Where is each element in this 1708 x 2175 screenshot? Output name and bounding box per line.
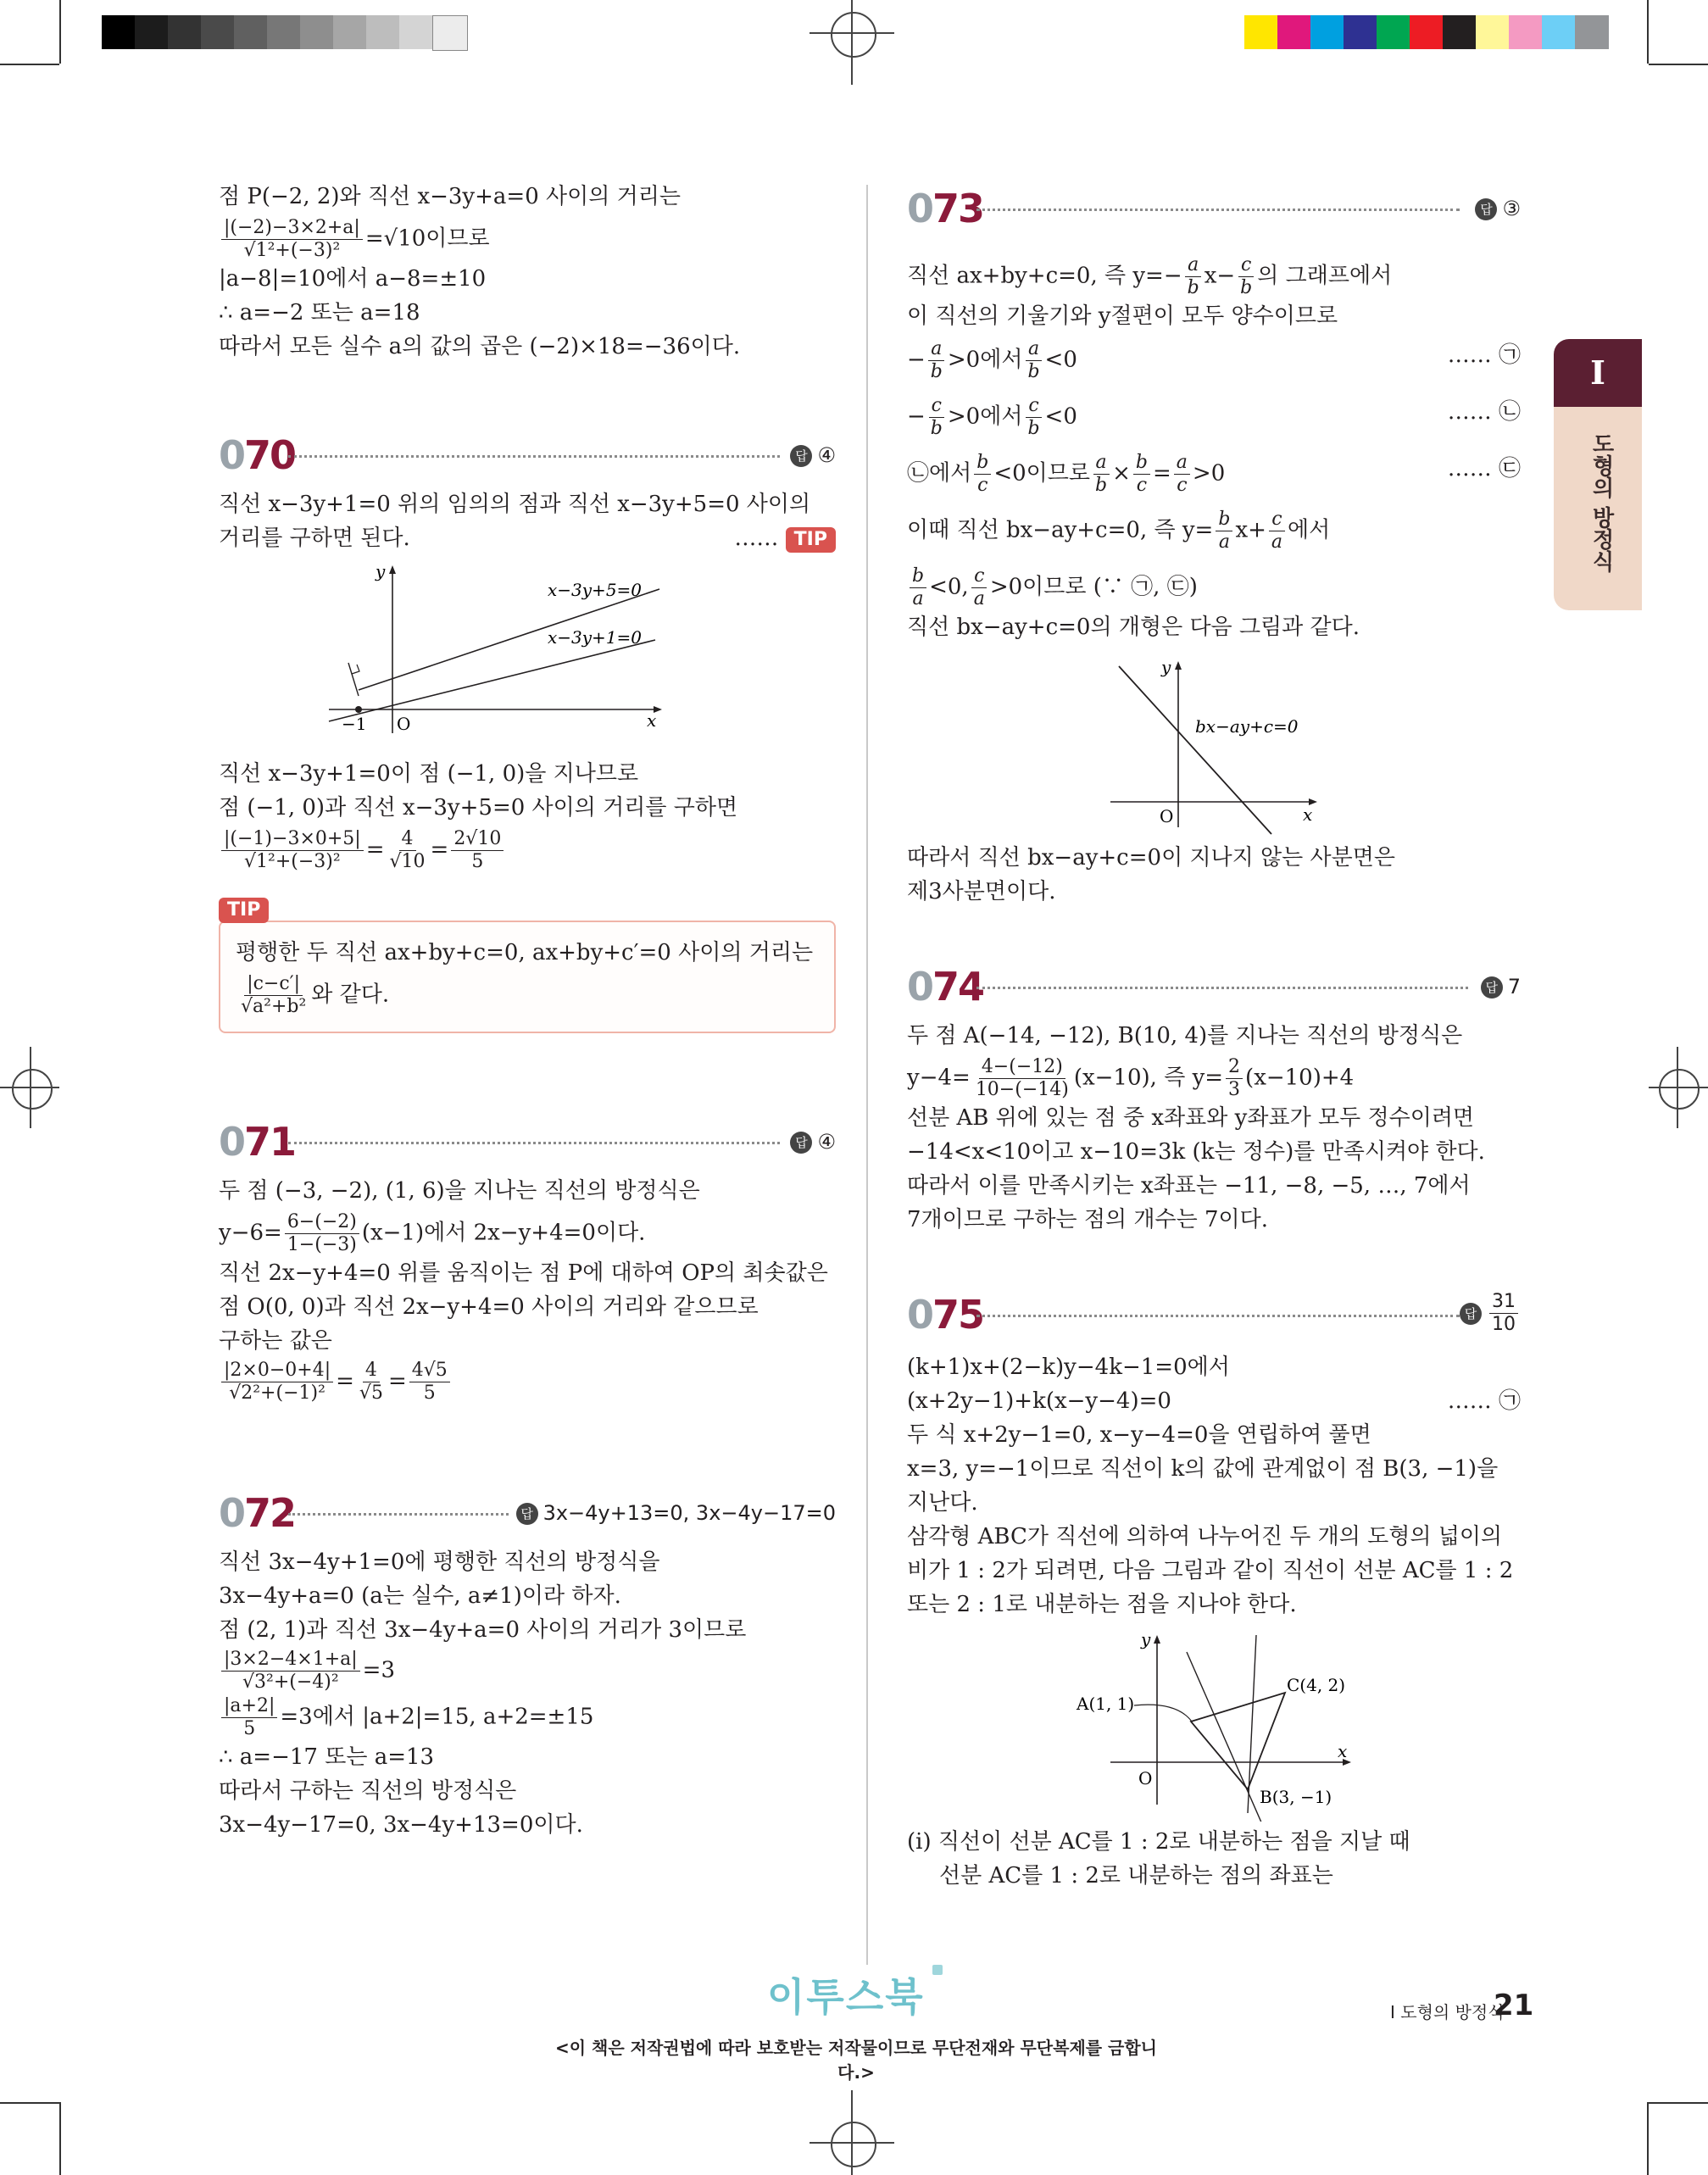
origin-label: O: [1160, 806, 1174, 826]
text-line: 두 식 x+2y−1=0, x−y−4=0을 연립하여 풀면: [907, 1422, 1371, 1448]
text-line: 또는 2 : 1로 내분하는 점을 지나야 한다.: [907, 1592, 1297, 1617]
equation-mark: …… ㉠: [1447, 342, 1521, 368]
problem-number: 074: [907, 964, 984, 1010]
graph-070: [219, 564, 836, 750]
text-line: 직선 x−3y+1=0이 점 (−1, 0)을 지나므로: [219, 761, 639, 787]
crop-mark: [0, 2102, 59, 2104]
page-number: 21: [1494, 1989, 1534, 2022]
leader-dots: [288, 455, 780, 458]
fraction: $\frac{c}{a}$: [1269, 509, 1285, 553]
color-swatch: [1344, 15, 1377, 49]
text-line: 점 (−1, 0)과 직선 x−3y+5=0 사이의 거리를 구하면: [219, 795, 738, 820]
x-axis-label: x: [647, 710, 657, 731]
problem-number: 073: [907, 186, 984, 231]
text-line: ∴ a=−17 또는 a=13: [219, 1744, 435, 1770]
text-line: 선분 AC를 1 : 2로 내분하는 점의 좌표는: [939, 1863, 1333, 1889]
point-a-label: A(1, 1): [1077, 1694, 1135, 1714]
formula-line: $\frac{|3\times 2-4\times 1+a|}{\text{√3²+(−4)²}}$ =3: [219, 1649, 836, 1694]
color-swatch: [1310, 15, 1344, 49]
fraction: $\frac{b}{a}$: [910, 565, 926, 610]
formula-line: − $\frac{c}{b}$ >0에서 $\frac{c}{b}$ <0 …… ㉡: [907, 395, 1521, 439]
point-b-label: B(3, −1): [1260, 1787, 1332, 1807]
text-line: 3x−4y+a=0 (a는 실수, a≠1)이라 하자.: [219, 1583, 621, 1609]
color-swatch: [366, 15, 400, 49]
text-line: −14<x<10이고 x−10=3k (k는 정수)를 만족시켜야 한다.: [907, 1139, 1485, 1165]
registration-mark: [1649, 1087, 1708, 1088]
tip-dots: ……: [734, 526, 779, 551]
origin-label: O: [1138, 1768, 1153, 1788]
equation-mark: …… ㉢: [1447, 456, 1521, 481]
color-swatch: [300, 15, 334, 49]
fraction: $\frac{a}{b}$: [928, 338, 945, 383]
point-label: −1: [342, 714, 367, 734]
answer: 답 $\frac{31}{10}$: [1460, 1291, 1521, 1336]
registration-mark: [851, 0, 853, 85]
point-c-label: C(4, 2): [1287, 1675, 1346, 1695]
leader-dots: [288, 1513, 509, 1516]
color-swatch: [1410, 15, 1444, 49]
formula-line: $\frac{|a+2|}{5}$ =3에서 |a+2|=15, a+2=±15: [219, 1695, 836, 1740]
leader-dots: [976, 1315, 1460, 1317]
formula-line: 직선 ax+by+c=0, 즉 y=− $\frac{a}{b}$ x− $\frac{c}{b}$ 의 그래프에서: [907, 254, 1393, 298]
text-line: 따라서 모든 실수 a의 값의 곱은 (−2)×18=−36이다.: [219, 334, 741, 359]
fraction: $\frac{|c-c'|}{\text{√a²+b²}}$: [241, 973, 307, 1017]
color-swatch: [1542, 15, 1576, 49]
text-line: 삼각형 ABC가 직선에 의하여 나누어진 두 개의 도형의 넓이의: [907, 1524, 1503, 1549]
text-line: (ⅰ) 직선이 선분 AC를 1 : 2로 내분하는 점을 지날 때: [907, 1829, 1410, 1855]
tip-tag: TIP: [786, 527, 836, 553]
graph-075: [907, 1627, 1521, 1822]
color-swatch: [135, 15, 169, 49]
crop-mark: [59, 2102, 61, 2175]
leader-dots: [288, 1142, 780, 1144]
text-line: (k+1)x+(2−k)y−4k−1=0에서: [907, 1355, 1230, 1380]
problem-header: [219, 1489, 836, 1537]
answer: 답 ③: [1475, 193, 1521, 224]
formula-line: 이때 직선 bx−ay+c=0, 즉 y= $\frac{b}{a}$ x+ $\frac{c}{a}$ 에서: [907, 509, 1331, 553]
fraction: $\frac{2}{3}$: [1226, 1056, 1243, 1101]
fraction: $\frac{|a+2|}{5}$: [221, 1695, 277, 1740]
text-line: 3x−4y−17=0, 3x−4y+13=0이다.: [219, 1812, 583, 1838]
problem-header: [907, 1291, 1521, 1338]
color-swatch: [1476, 15, 1510, 49]
registration-mark: [809, 32, 894, 34]
fraction: $\frac{a}{b}$: [1093, 452, 1110, 497]
formula-line: $\frac{|(-1)-3\times 0+5|}{\text{√1²+(−3)²}}$ = $\frac{4}{√10}$ = $\frac{2√10}{5}$: [219, 828, 836, 873]
color-swatch: [1377, 15, 1410, 49]
registration-mark: [0, 1087, 59, 1088]
line-label: bx−ay+c=0: [1195, 716, 1299, 737]
formula-line: y−6= $\frac{6-(-2)}{1-(-3)}$ (x−1)에서 2x−y+4=0이다.: [219, 1211, 646, 1255]
crop-mark: [1649, 2102, 1708, 2104]
fraction: $\frac{4}{√10}$: [389, 828, 426, 872]
copyright-notice: <이 책은 저작권법에 따라 보호받는 저작물이므로 무단전재와 무단복제를 금합니다.>: [554, 2038, 1158, 2083]
color-swatch: [234, 15, 268, 49]
answer: 답 3x−4y+13=0, 3x−4y−17=0: [516, 1498, 836, 1528]
problem-number: 075: [907, 1292, 984, 1338]
equation-mark: …… ㉠: [1447, 1388, 1521, 1414]
fraction: $\frac{|2\times 0-0+4|}{\text{√2²+(−1)²}}$: [221, 1360, 333, 1405]
tip-tag: TIP: [219, 898, 269, 923]
text-line: x=3, y=−1이므로 직선이 k의 값에 관계없이 점 B(3, −1)을: [907, 1456, 1499, 1482]
text-line: 직선 2x−y+4=0 위를 움직이는 점 P에 대하여 OP의 최솟값은: [219, 1260, 828, 1286]
left-column: [219, 180, 836, 1842]
fraction: $\frac{b}{a}$: [1216, 509, 1232, 553]
fraction: $\frac{c}{a}$: [971, 565, 988, 610]
fraction: $\frac{6-(-2)}{1-(-3)}$: [285, 1211, 359, 1256]
crop-mark: [59, 0, 61, 64]
fraction: $\frac{c}{b}$: [1238, 254, 1255, 299]
answer: 답 7: [1481, 971, 1521, 1002]
text-line: 이 직선의 기울기와 y절편이 모두 양수이므로: [907, 303, 1338, 329]
fraction: $\frac{|(-2)-3\times 2+a|}{\text{√1²+(−3)²}}$: [221, 217, 363, 262]
text-line: 두 점 (−3, −2), (1, 6)을 지나는 직선의 방정식은: [219, 1178, 700, 1204]
section-label: I 도형의 방정식: [1390, 2002, 1505, 2022]
problem-074: [907, 963, 1521, 1237]
color-swatch: [267, 15, 301, 49]
publisher-logo: 이투스북: [767, 1974, 925, 2020]
fraction: $\frac{4}{√5}$: [359, 1360, 383, 1404]
color-swatch: [168, 15, 202, 49]
text-line: 따라서 직선 bx−ay+c=0이 지나지 않는 사분면은: [907, 845, 1396, 871]
problem-071: [219, 1118, 836, 1405]
fraction: $\frac{4-(-12)}{10-(-14)}$: [975, 1056, 1069, 1100]
color-swatch: [1277, 15, 1311, 49]
equation-mark: …… ㉡: [1447, 399, 1521, 425]
color-swatch: [102, 15, 136, 49]
problem-070: [219, 431, 836, 1033]
registration-mark: [1659, 1069, 1700, 1110]
formula-line: $\frac{b}{a}$ <0, $\frac{c}{a}$ >0이므로 (∵ ㉠, ㉢): [907, 565, 1521, 610]
chapter-title: 도형의 방정식: [1588, 432, 1614, 573]
line-label: x−3y+5=0: [548, 580, 643, 600]
color-swatch: [1443, 15, 1477, 49]
registration-mark: [851, 2090, 853, 2175]
registration-mark: [12, 1069, 53, 1110]
text-line: 비가 1 : 2가 되려면, 다음 그림과 같이 직선이 선분 AC를 1 : 2: [907, 1558, 1514, 1583]
text-line: 구하는 값은: [219, 1328, 332, 1354]
chapter-tab: [1554, 339, 1642, 407]
crop-mark: [0, 64, 59, 65]
color-swatch: [432, 15, 468, 51]
text-line: 점 P(−2, 2)와 직선 x−3y+a=0 사이의 거리는: [219, 184, 681, 209]
answer: 답 ④: [790, 1126, 836, 1157]
fraction: $\frac{a}{b}$: [1185, 254, 1202, 299]
formula-line: ㉡에서 $\frac{b}{c}$ <0이므로 $\frac{a}{b}$ × $\frac{b}{c}$ = $\frac{a}{c}$ >0 …… ㉢: [907, 452, 1521, 496]
fraction: $\frac{a}{b}$: [1025, 338, 1042, 383]
text-line: 7개이므로 구하는 점의 개수는 7이다.: [907, 1207, 1269, 1232]
logo-accent-icon: [932, 1965, 943, 1975]
fraction: $\frac{b}{c}$: [1133, 452, 1150, 497]
problem-header: [907, 963, 1521, 1010]
problem-header: [219, 431, 836, 479]
y-axis-label: y: [1161, 657, 1171, 677]
crop-mark: [1647, 2102, 1649, 2175]
text-line: 직선 x−3y+1=0 위의 임의의 점과 직선 x−3y+5=0 사이의: [219, 492, 811, 517]
problem-number: 072: [219, 1490, 296, 1536]
chapter-number: I: [1590, 353, 1605, 392]
registration-mark: [809, 2142, 894, 2144]
formula-line: $\frac{|2\times 0-0+4|}{\text{√2²+(−1)²}}$ = $\frac{4}{√5}$ = $\frac{4√5}{5}$: [219, 1360, 836, 1405]
answer: 답 ④: [790, 440, 836, 470]
x-axis-label: x: [1303, 804, 1313, 825]
x-axis-label: x: [1338, 1741, 1348, 1761]
fraction: $\frac{|(-1)-3\times 0+5|}{\text{√1²+(−3)²}}$: [221, 828, 364, 873]
y-axis-label: y: [1141, 1629, 1151, 1649]
crop-mark: [1649, 64, 1708, 65]
text-line: 점 O(0, 0)과 직선 2x−y+4=0 사이의 거리와 같으므로: [219, 1294, 759, 1320]
registration-mark: [831, 2122, 876, 2167]
text-line: 두 점 A(−14, −12), B(10, 4)를 지나는 직선의 방정식은: [907, 1023, 1463, 1049]
text-line: 직선 bx−ay+c=0의 개형은 다음 그림과 같다.: [907, 615, 1360, 640]
column-divider: [866, 185, 868, 1965]
fraction: $\frac{c}{b}$: [1025, 395, 1042, 440]
registration-mark: [831, 12, 876, 58]
problem-number: 071: [219, 1119, 296, 1165]
problem-number: 070: [219, 432, 296, 478]
tip-box: [219, 892, 836, 1033]
problem-073: [907, 185, 1521, 909]
formula-line: − $\frac{a}{b}$ >0에서 $\frac{a}{b}$ <0 …… ㉠: [907, 338, 1521, 382]
formula-line: y−4= $\frac{4-(-12)}{10-(-14)}$ (x−10), 즉 y= $\frac{2}{3}$ (x−10)+4: [907, 1056, 1355, 1100]
problem-072: [219, 1489, 836, 1842]
color-swatch: [1575, 15, 1609, 49]
text-line: ∴ a=−2 또는 a=18: [219, 300, 420, 325]
leader-dots: [976, 987, 1468, 989]
right-column: [907, 185, 1521, 1893]
tip-text: 평행한 두 직선 ax+by+c=0, ax+by+c′=0 사이의 거리는: [236, 940, 814, 965]
text-line: 점 (2, 1)과 직선 3x−4y+a=0 사이의 거리가 3이므로: [219, 1617, 747, 1643]
text-line: (x+2y−1)+k(x−y−4)=0 …… ㉠: [907, 1384, 1521, 1418]
problem-header: [219, 1118, 836, 1165]
color-swatch: [333, 15, 367, 49]
fraction: $\frac{|3\times 2-4\times 1+a|}{\text{√3²+(−4)²}}$: [221, 1649, 360, 1694]
origin-label: O: [397, 714, 411, 734]
fraction: $\frac{b}{c}$: [974, 452, 991, 497]
text-line: 제3사분면이다.: [907, 879, 1056, 904]
fraction: $\frac{4√5}{5}$: [409, 1360, 450, 1405]
fraction: $\frac{2√10}{5}$: [451, 828, 503, 873]
text-line: |a−8|=10에서 a−8=±10: [219, 266, 487, 292]
text-line: 따라서 이를 만족시키는 x좌표는 −11, −8, −5, …, 7에서: [907, 1173, 1471, 1199]
fraction: $\frac{31}{10}$: [1489, 1291, 1518, 1336]
text-line: 거리를 구하면 된다. …… TIP: [219, 521, 836, 555]
y-axis-label: y: [376, 564, 386, 581]
tip-formula: $\frac{|c-c'|}{\text{√a²+b²}}$ 와 같다.: [236, 973, 819, 1018]
chapter-title-tab: [1554, 407, 1642, 610]
problem-075: [907, 1291, 1521, 1893]
color-swatch: [1244, 15, 1278, 49]
color-swatch: [399, 15, 433, 49]
text-line: 따라서 구하는 직선의 방정식은: [219, 1778, 517, 1804]
leader-dots: [976, 209, 1460, 211]
formula-line: $\frac{|(-2)-3\times 2+a|}{\text{√1²+(−3)²}}$ =√10이므로: [219, 217, 836, 262]
fraction: $\frac{c}{b}$: [928, 395, 945, 440]
color-swatch: [1509, 15, 1543, 49]
graph-073: [907, 649, 1521, 836]
line-label: x−3y+1=0: [548, 627, 643, 648]
problem-069-solution: [219, 180, 836, 364]
color-swatch: [201, 15, 235, 49]
text-line: 직선 3x−4y+1=0에 평행한 직선의 방정식을: [219, 1549, 660, 1575]
text-line: 지난다.: [907, 1490, 978, 1516]
crop-mark: [1647, 0, 1649, 64]
fraction: $\frac{a}{c}$: [1174, 452, 1190, 497]
problem-header: [907, 185, 1521, 232]
text-line: 선분 AB 위에 있는 점 중 x좌표와 y좌표가 모두 정수이려면: [907, 1105, 1475, 1131]
